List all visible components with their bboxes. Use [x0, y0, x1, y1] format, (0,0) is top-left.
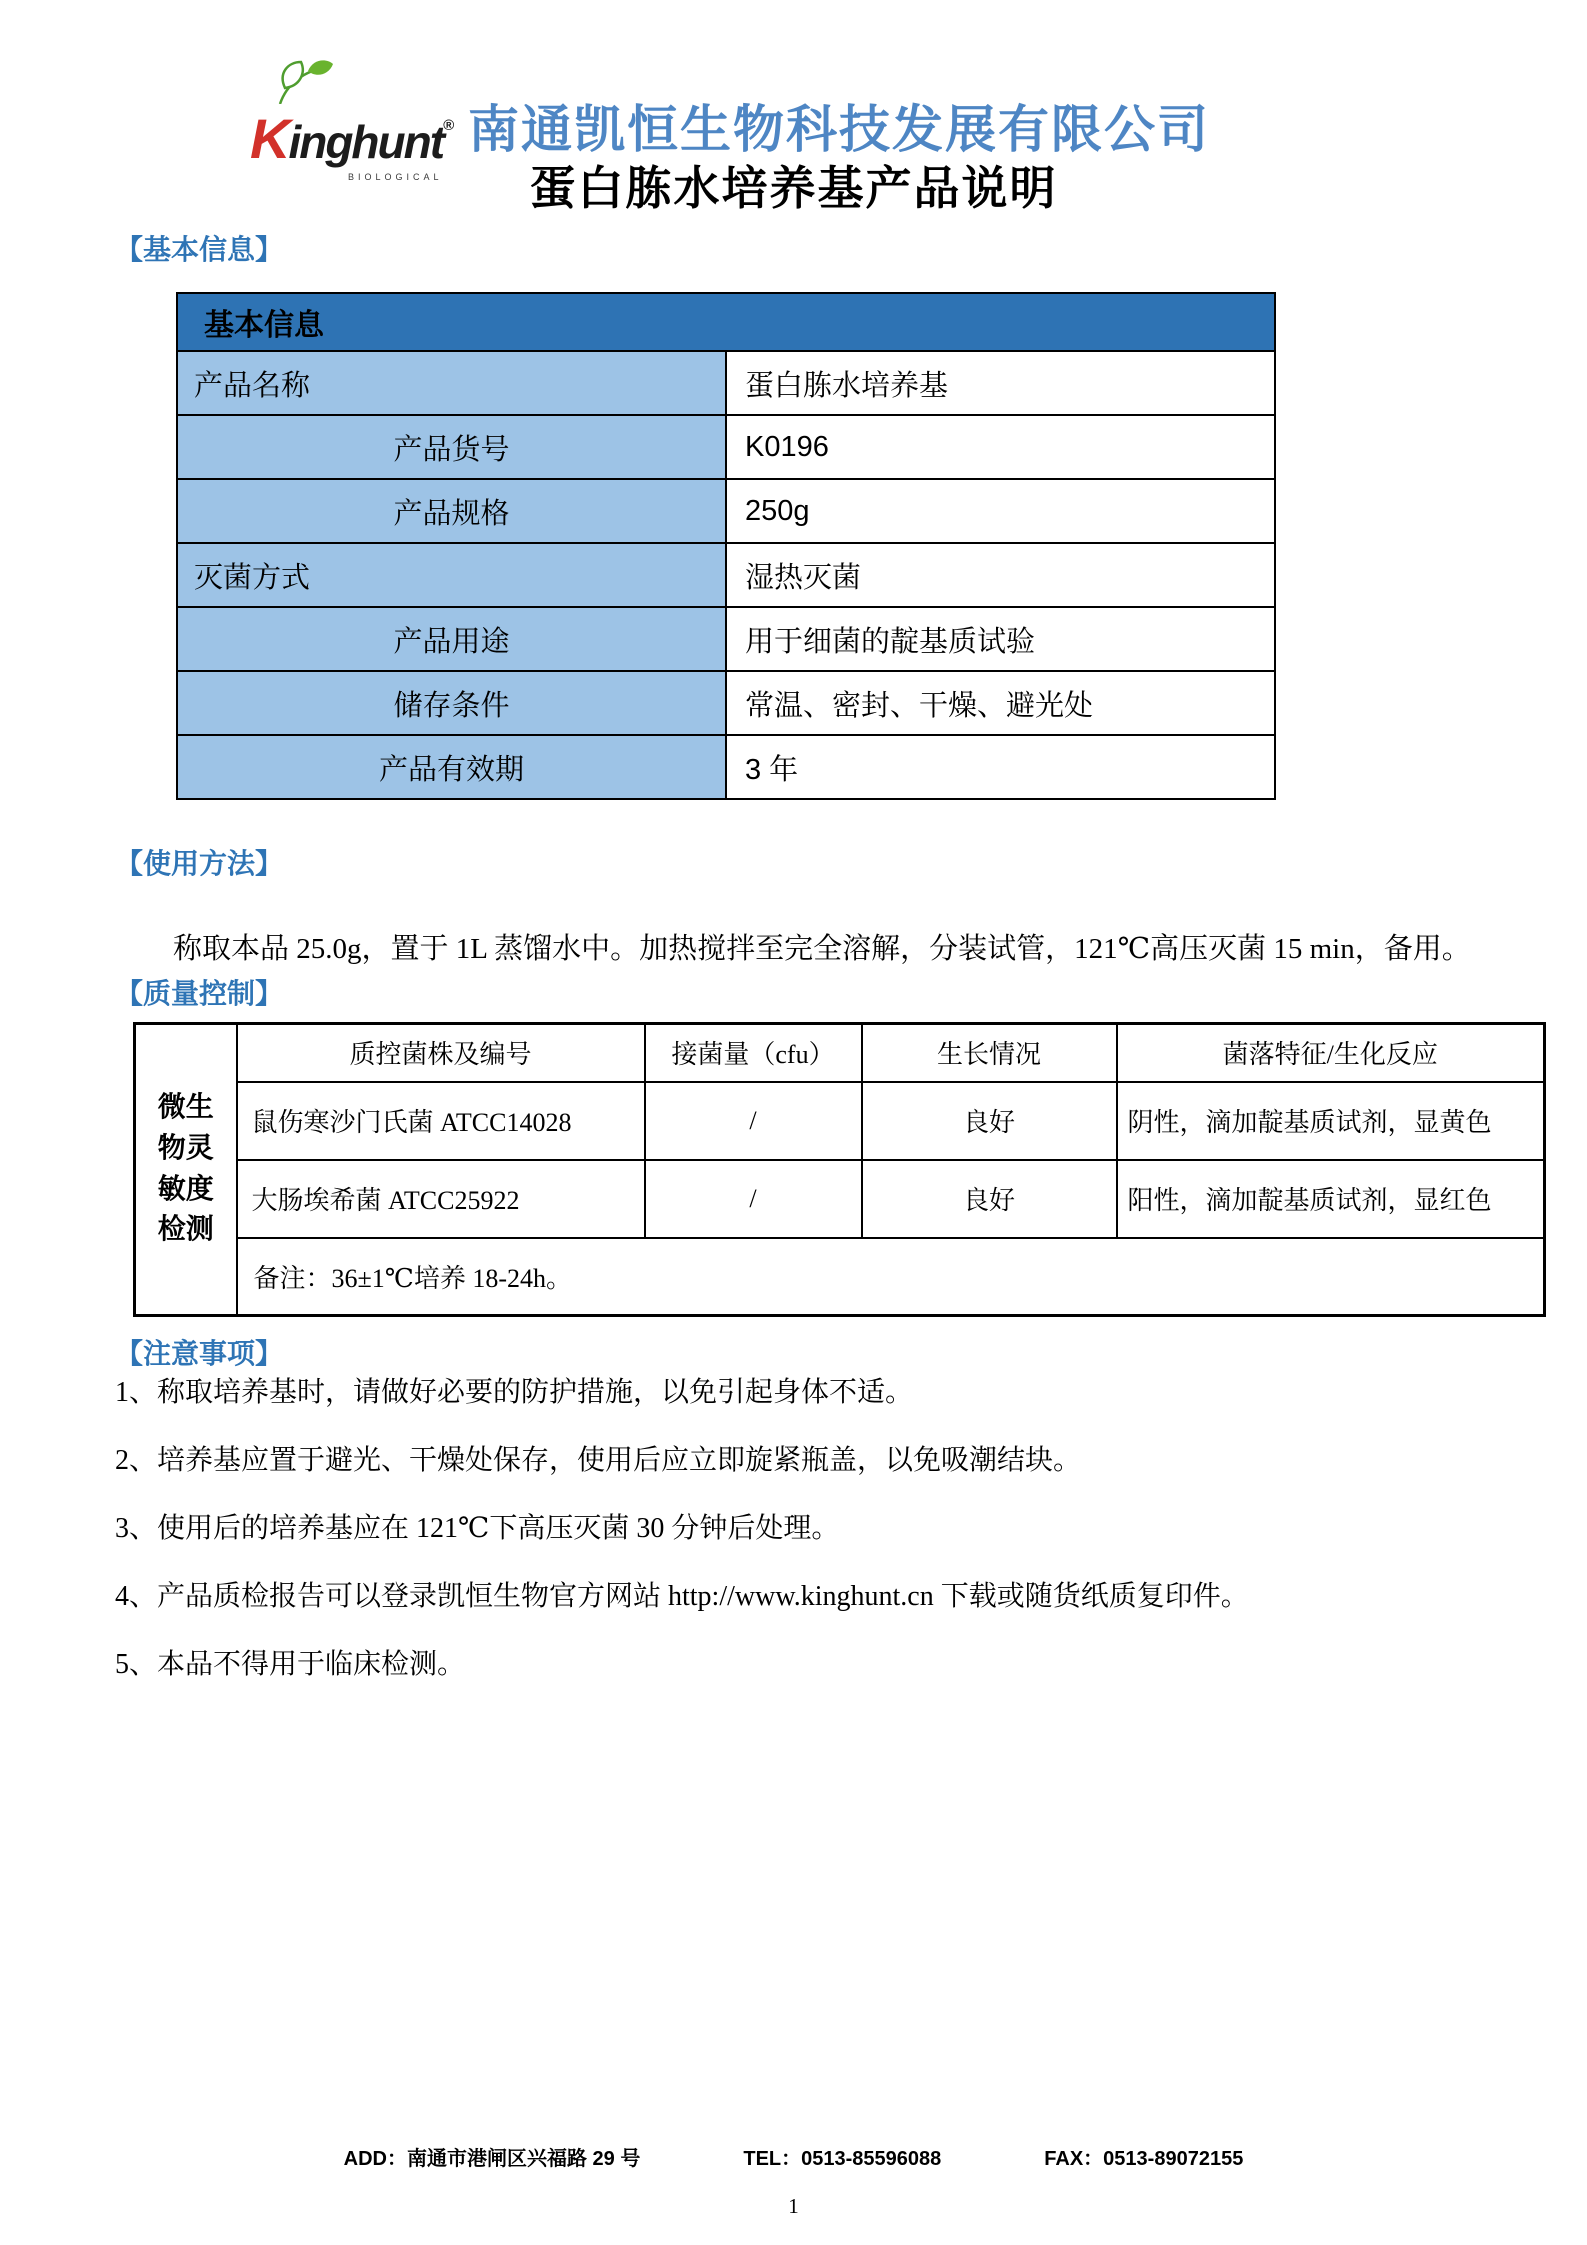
row-value: 湿热灭菌 [726, 543, 1275, 607]
row-value: 3 年 [726, 735, 1275, 799]
list-item: 3、使用后的培养基应在 121℃下高压灭菌 30 分钟后处理。 [115, 1513, 840, 1544]
row-value: K0196 [726, 415, 1275, 479]
brand-sub-label: BIOLOGICAL [348, 172, 443, 182]
qc-growth: 良好 [862, 1082, 1117, 1160]
list-item: 4、产品质检报告可以登录凯恒生物官方网站 http://www.kinghunt.cn 下载或随货纸质复印件。 [115, 1581, 1249, 1612]
qc-column-header: 生长情况 [862, 1024, 1117, 1082]
list-item: 1、称取培养基时，请做好必要的防护措施，以免引起身体不适。 [115, 1377, 914, 1408]
table-row [177, 415, 1275, 479]
list-item: 2、培养基应置于避光、干燥处保存，使用后应立即旋紧瓶盖，以免吸潮结块。 [115, 1445, 1082, 1476]
brand-initial: K [250, 107, 289, 170]
leaf-icon [274, 60, 336, 104]
row-value: 250g [726, 479, 1275, 543]
table-row [177, 735, 1275, 799]
row-label: 产品规格 [177, 479, 726, 543]
section-heading-notes: 【注意事项】 [115, 1339, 284, 1370]
page-number: 1 [788, 2194, 799, 2218]
qc-strain: 鼠伤寒沙门氏菌 ATCC14028 [237, 1082, 645, 1160]
table-row [177, 607, 1275, 671]
footer-fax: FAX：0513-89072155 [1044, 2148, 1244, 2170]
qc-reaction: 阴性，滴加靛基质试剂，显黄色 [1117, 1082, 1545, 1160]
section-heading-usage: 【使用方法】 [115, 849, 284, 880]
qc-inoculum: / [645, 1160, 862, 1238]
qc-column-header: 菌落特征/生化反应 [1117, 1024, 1545, 1082]
table-header-row [177, 293, 1275, 351]
quality-control-table [133, 1022, 1546, 1317]
section-heading-quality-control: 【质量控制】 [115, 979, 284, 1010]
basic-info-table-title: 基本信息 [177, 293, 1275, 351]
qc-growth: 良好 [862, 1160, 1117, 1238]
row-label: 产品有效期 [177, 735, 726, 799]
qc-note-row [135, 1238, 1545, 1316]
row-label: 灭菌方式 [177, 543, 726, 607]
list-item: 5、本品不得用于临床检测。 [115, 1649, 466, 1680]
page-title: 蛋白胨水培养基产品说明 [529, 163, 1058, 214]
qc-data-row [135, 1082, 1545, 1160]
table-row [177, 671, 1275, 735]
row-label: 产品名称 [177, 351, 726, 415]
row-label: 储存条件 [177, 671, 726, 735]
row-value: 常温、密封、干燥、避光处 [726, 671, 1275, 735]
registered-mark: ® [443, 117, 455, 134]
qc-header-row [135, 1024, 1545, 1082]
brand-rest: inghunt [288, 116, 444, 168]
row-value: 蛋白胨水培养基 [726, 351, 1275, 415]
qc-row-header: 微生物灵敏度检测 [135, 1024, 237, 1316]
qc-data-row [135, 1160, 1545, 1238]
basic-info-table [176, 292, 1276, 800]
section-heading-basic-info: 【基本信息】 [115, 235, 284, 266]
row-value: 用于细菌的靛基质试验 [726, 607, 1275, 671]
company-name: 南通凯恒生物科技发展有限公司 [468, 103, 1211, 159]
qc-column-header: 接菌量（cfu） [645, 1024, 862, 1082]
table-row [177, 543, 1275, 607]
qc-note: 备注：36±1℃培养 18-24h。 [237, 1238, 1545, 1316]
footer-tel: TEL：0513-85596088 [743, 2148, 942, 2170]
row-label: 产品用途 [177, 607, 726, 671]
qc-reaction: 阳性，滴加靛基质试剂，显红色 [1117, 1160, 1545, 1238]
qc-inoculum: / [645, 1082, 862, 1160]
usage-paragraph: 称取本品 25.0g，置于 1L 蒸馏水中。加热搅拌至完全溶解，分装试管，121℃高压灭菌 15 min，备用。 [173, 933, 1471, 965]
qc-strain: 大肠埃希菌 ATCC25922 [237, 1160, 645, 1238]
footer-address: ADD：南通市港闸区兴福路 29 号 [343, 2148, 641, 2170]
row-label: 产品货号 [177, 415, 726, 479]
notes-list [115, 1378, 1535, 1718]
table-row [177, 351, 1275, 415]
table-row [177, 479, 1275, 543]
qc-column-header: 质控菌株及编号 [237, 1024, 645, 1082]
page-footer [0, 2142, 1587, 2171]
